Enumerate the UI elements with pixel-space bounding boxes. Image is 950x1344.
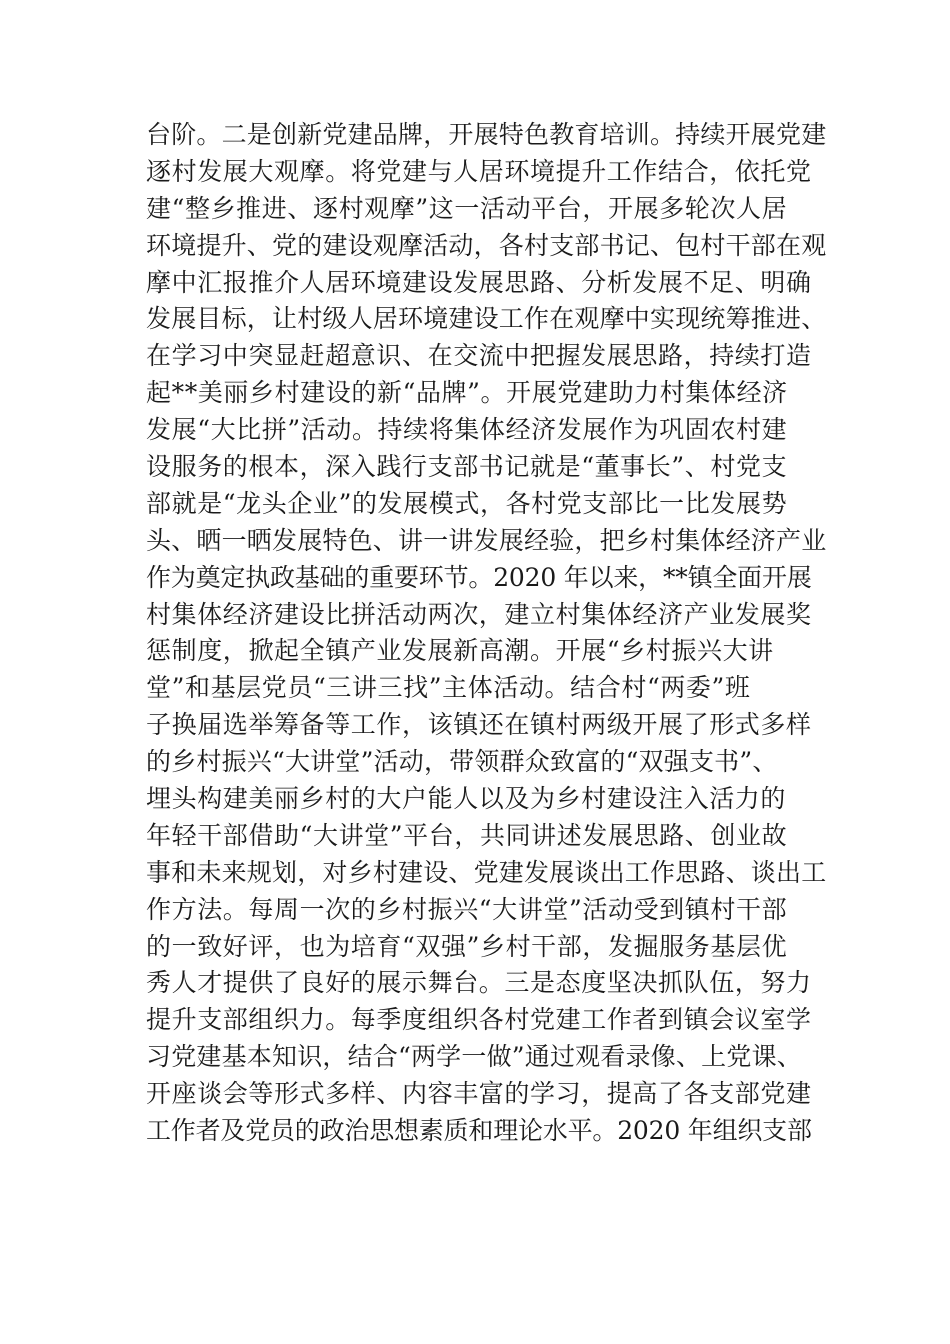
text-line: 工作者及党员的政治思想素质和理论水平。2020 年组织支部 (146, 1116, 812, 1146)
text-line: 的一致好评，也为培育“双强”乡村干部，发掘服务基层优 (146, 931, 788, 961)
text-line: 起**美丽乡村建设的新“品牌”。开展党建助力村集体经济 (146, 378, 788, 408)
text-line: 作为奠定执政基础的重要环节。2020 年以来，**镇全面开展 (146, 562, 812, 592)
text-line: 习党建基本知识，结合“两学一做”通过观看录像、上党课、 (146, 1042, 802, 1072)
text-line: 环境提升、党的建设观摩活动，各村支部书记、包村干部在观 (146, 230, 827, 260)
text-line: 子换届选举筹备等工作，该镇还在镇村两级开展了形式多样 (146, 710, 812, 740)
text-line: 秀人才提供了良好的展示舞台。三是态度坚决抓队伍，努力 (146, 968, 812, 998)
text-line: 作方法。每周一次的乡村振兴“大讲堂”活动受到镇村干部 (146, 894, 788, 924)
text-line: 逐村发展大观摩。将党建与人居环境提升工作结合，依托党 (146, 156, 812, 186)
text-line: 堂”和基层党员“三讲三找”主体活动。结合村“两委”班 (146, 673, 751, 703)
text-line: 摩中汇报推介人居环境建设发展思路、分析发展不足、明确 (146, 267, 812, 297)
text-line: 事和未来规划，对乡村建设、党建发展谈出工作思路、谈出工 (146, 857, 827, 887)
text-line: 的乡村振兴“大讲堂”活动，带领群众致富的“双强支书”、 (146, 747, 778, 777)
text-line: 开座谈会等形式多样、内容丰富的学习，提高了各支部党建 (146, 1079, 812, 1109)
text-line: 部就是“龙头企业”的发展模式，各村党支部比一比发展势 (146, 488, 788, 518)
text-line: 建“整乡推进、逐村观摩”这一活动平台，开展多轮次人居 (146, 193, 788, 223)
text-line: 发展“大比拼”活动。持续将集体经济发展作为巩固农村建 (146, 415, 788, 445)
text-line: 头、晒一晒发展特色、讲一讲发展经验，把乡村集体经济产业 (146, 525, 827, 555)
body-text (146, 117, 826, 1150)
text-line: 设服务的根本，深入践行支部书记就是“董事长”、村党支 (146, 452, 788, 482)
text-line: 发展目标，让村级人居环境建设工作在观摩中实现统筹推进、 (146, 304, 827, 334)
text-line: 在学习中突显赶超意识、在交流中把握发展思路，持续打造 (146, 341, 812, 371)
text-line: 提升支部组织力。每季度组织各村党建工作者到镇会议室学 (146, 1005, 812, 1035)
text-line: 台阶。二是创新党建品牌，开展特色教育培训。持续开展党建 (146, 120, 827, 149)
text-line: 惩制度，掀起全镇产业发展新高潮。开展“乡村振兴大讲 (146, 636, 774, 666)
text-line: 村集体经济建设比拼活动两次，建立村集体经济产业发展奖 (146, 599, 812, 629)
text-line: 埋头构建美丽乡村的大户能人以及为乡村建设注入活力的 (146, 784, 787, 814)
text-line: 年轻干部借助“大讲堂”平台，共同讲述发展思路、创业故 (146, 820, 788, 850)
